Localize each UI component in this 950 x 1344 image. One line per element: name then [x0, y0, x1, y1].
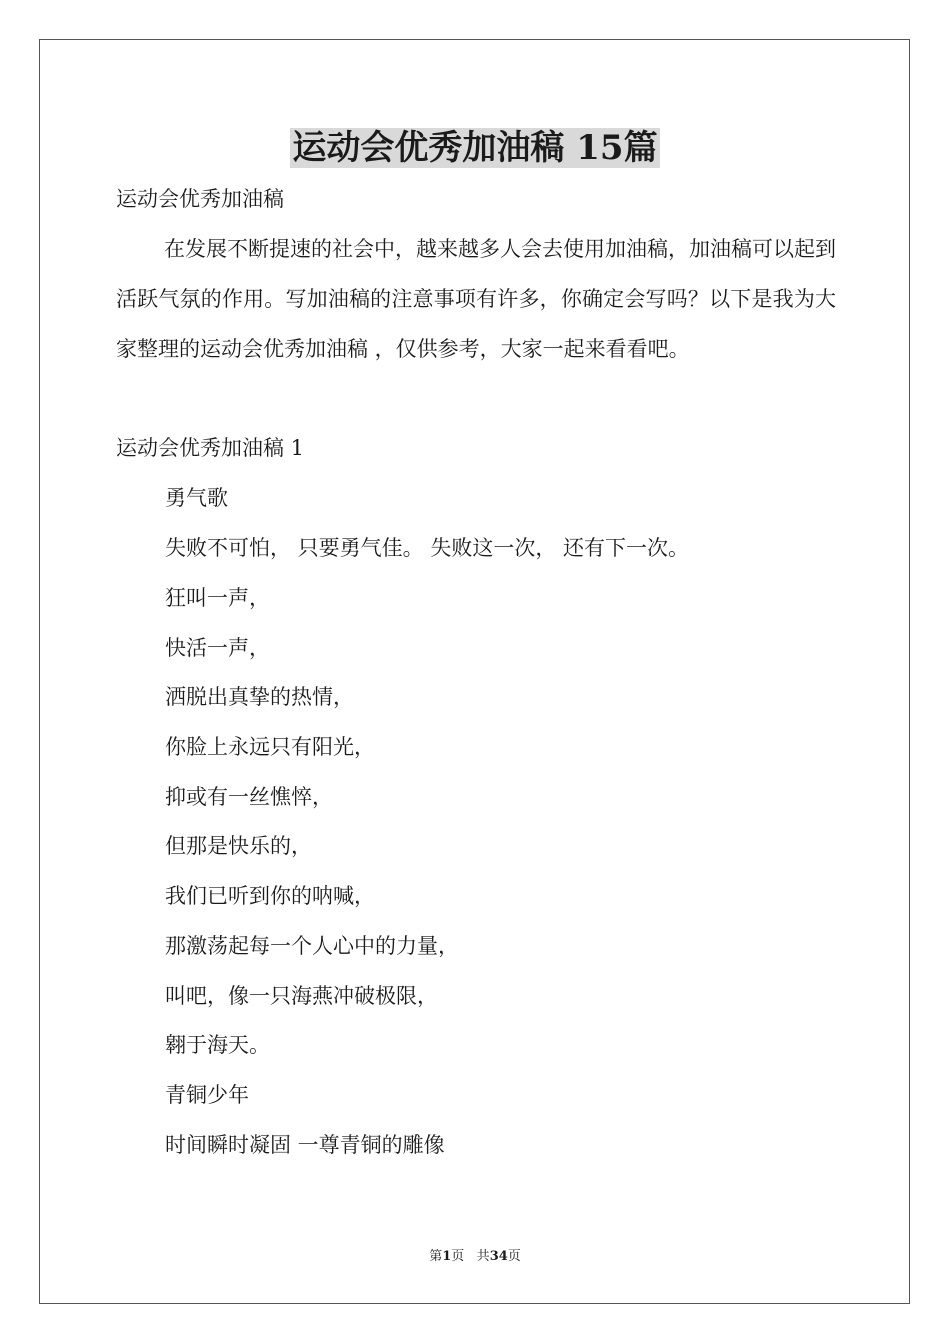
footer-total-suffix: 页 — [507, 1249, 521, 1264]
document-title — [0, 124, 950, 172]
intro-paragraph: 在发展不断提速的社会中，越来越多人会去使用加油稿，加油稿可以起到活跃气氛的作用。写加油稿的注意事项有许多，你确定会写吗？以下是我为大家整理的运动会优秀加油稿 ，仅供参考，大家一起来看看吧。 — [116, 237, 836, 361]
page-footer — [0, 1248, 950, 1266]
poem-line: 狂叫一声， — [165, 586, 270, 610]
footer-page-prefix: 第 — [429, 1249, 443, 1264]
poem-line: 洒脱出真挚的热情， — [165, 685, 354, 709]
footer-page-suffix: 页 — [451, 1249, 465, 1264]
poem-line: 勇气歌 — [165, 486, 228, 510]
poem-line: 你脸上永远只有阳光， — [165, 735, 375, 759]
poem-line: 翱于海天。 — [165, 1033, 270, 1057]
poem-line: 那激荡起每一个人心中的力量， — [165, 934, 459, 958]
poem-line: 青铜少年 — [165, 1083, 249, 1107]
poem-line: 失败不可怕， 只要勇气佳。 失败这一次， 还有下一次。 — [165, 536, 690, 560]
footer-total-prefix: 共 — [476, 1249, 490, 1264]
footer-total-pages: 34 — [489, 1249, 508, 1264]
poem-line: 快活一声， — [165, 636, 270, 660]
poem-line: 但那是快乐的， — [165, 834, 312, 858]
footer-page-number: 1 — [442, 1249, 452, 1264]
section-heading: 运动会优秀加油稿 1 — [116, 436, 305, 460]
poem-line: 抑或有一丝憔悴， — [165, 785, 333, 809]
poem-line: 叫吧，像一只海燕冲破极限， — [165, 984, 438, 1008]
document-subtitle: 运动会优秀加油稿 — [116, 187, 284, 211]
poem-line: 时间瞬时凝固 一尊青铜的雕像 — [165, 1133, 445, 1157]
document-title-text: 运动会优秀加油稿 15篇 — [292, 128, 658, 168]
poem-line: 我们已听到你的呐喊， — [165, 884, 375, 908]
